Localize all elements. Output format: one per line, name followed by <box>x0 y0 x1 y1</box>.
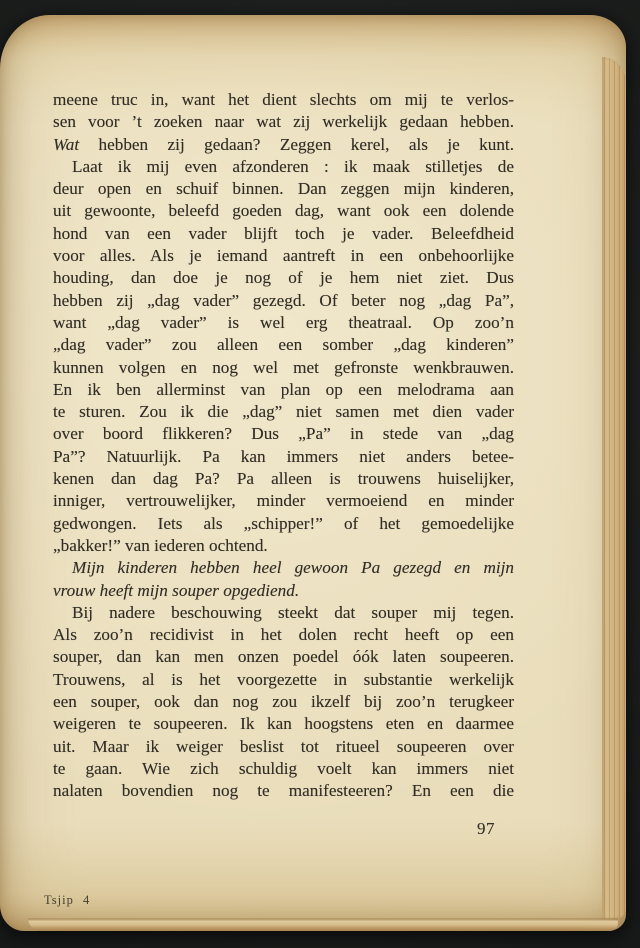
text-line: inniger, vertrouwelijker, minder vermoeiend en minder <box>53 491 514 511</box>
text-line: sen voor ’t zoeken naar wat zij werkelijk gedaan hebben. <box>53 112 514 132</box>
text-line: kunnen volgen en nog wel met gefronste wenkbrauwen. <box>53 357 514 377</box>
text-line: een souper, ook dan nog zou ikzelf bij zoo’n terugkeer <box>53 692 514 712</box>
text-line: En ik ben allerminst van plan op een melodrama aan <box>53 379 514 399</box>
text-line: deur open en schuif binnen. Dan zeggen mijn kinderen, <box>53 179 514 199</box>
text-line: uit. Maar ik weiger beslist tot ritueel soupeeren over <box>53 736 514 756</box>
text-line: uit gewoonte, beleefd goeden dag, want ook een dolende <box>53 201 514 221</box>
text-line: Als zoo’n recidivist in het dolen recht heeft op een <box>53 625 514 645</box>
text-block <box>53 89 514 803</box>
text-line: hebben zij „dag vader” gezegd. Of beter nog „dag Pa”, <box>53 290 514 310</box>
text-line: Bij nadere beschouwing steekt dat souper mij tegen. <box>72 602 514 622</box>
text-line: „bakker!” van iederen ochtend. <box>53 535 268 555</box>
text-line: meene truc in, want het dient slechts om mij te verlos- <box>53 90 514 109</box>
text-line: Mijn kinderen hebben heel gewoon Pa gezegd en mijn <box>72 558 514 578</box>
page-stack-bottom-edge <box>28 918 618 931</box>
text-line: over boord flikkeren? Dus „Pa” in stede van „dag <box>53 424 514 444</box>
text-line: te gaan. Wie zich schuldig voelt kan immers niet <box>53 758 514 778</box>
text-line: voor alles. Als je iemand aantreft in een onbehoorlijke <box>53 246 514 266</box>
text-line: Laat ik mij even afzonderen : ik maak stilletjes de <box>72 156 514 176</box>
text-segment: hebben zij gedaan? Zeggen kerel, als je kunt. <box>79 134 514 154</box>
text-line: kenen dan dag Pa? Pa alleen is trouwens huiselijker, <box>53 469 514 489</box>
text-line: „dag vader” zou alleen een somber „dag kinderen” <box>53 335 514 355</box>
text-line: houding, dan doe je nog of je hem niet ziet. Dus <box>53 268 514 288</box>
text-line: nalaten bovendien nog te manifesteeren? En een die <box>53 781 514 801</box>
book-page <box>0 15 626 931</box>
text-line: want „dag vader” is wel erg theatraal. Op zoo’n <box>53 312 514 332</box>
text-line: Pa”? Natuurlijk. Pa kan immers niet anders betee- <box>53 446 514 466</box>
page-number: 97 <box>477 819 495 838</box>
text-line: te sturen. Zou ik die „dag” niet samen met dien vader <box>53 402 514 422</box>
book-fore-edge <box>602 57 626 919</box>
text-segment-italic: Wat <box>53 134 80 154</box>
text-line: hond van een vader blijft toch je vader. Beleefdheid <box>53 223 514 243</box>
text-line: vrouw heeft mijn souper opgediend. <box>53 580 300 600</box>
text-line: gedwongen. Iets als „schipper!” of het gemoedelijke <box>53 513 514 533</box>
signature-mark: Tsjip 4 <box>44 893 91 907</box>
text-line: souper, dan kan men onzen poedel óók laten soupeeren. <box>53 647 514 667</box>
text-line: weigeren te soupeeren. Ik kan hoogstens eten en daarmee <box>53 714 514 734</box>
text-line <box>53 134 514 156</box>
text-line: Trouwens, al is het voorgezette in substantie werkelijk <box>53 669 514 689</box>
